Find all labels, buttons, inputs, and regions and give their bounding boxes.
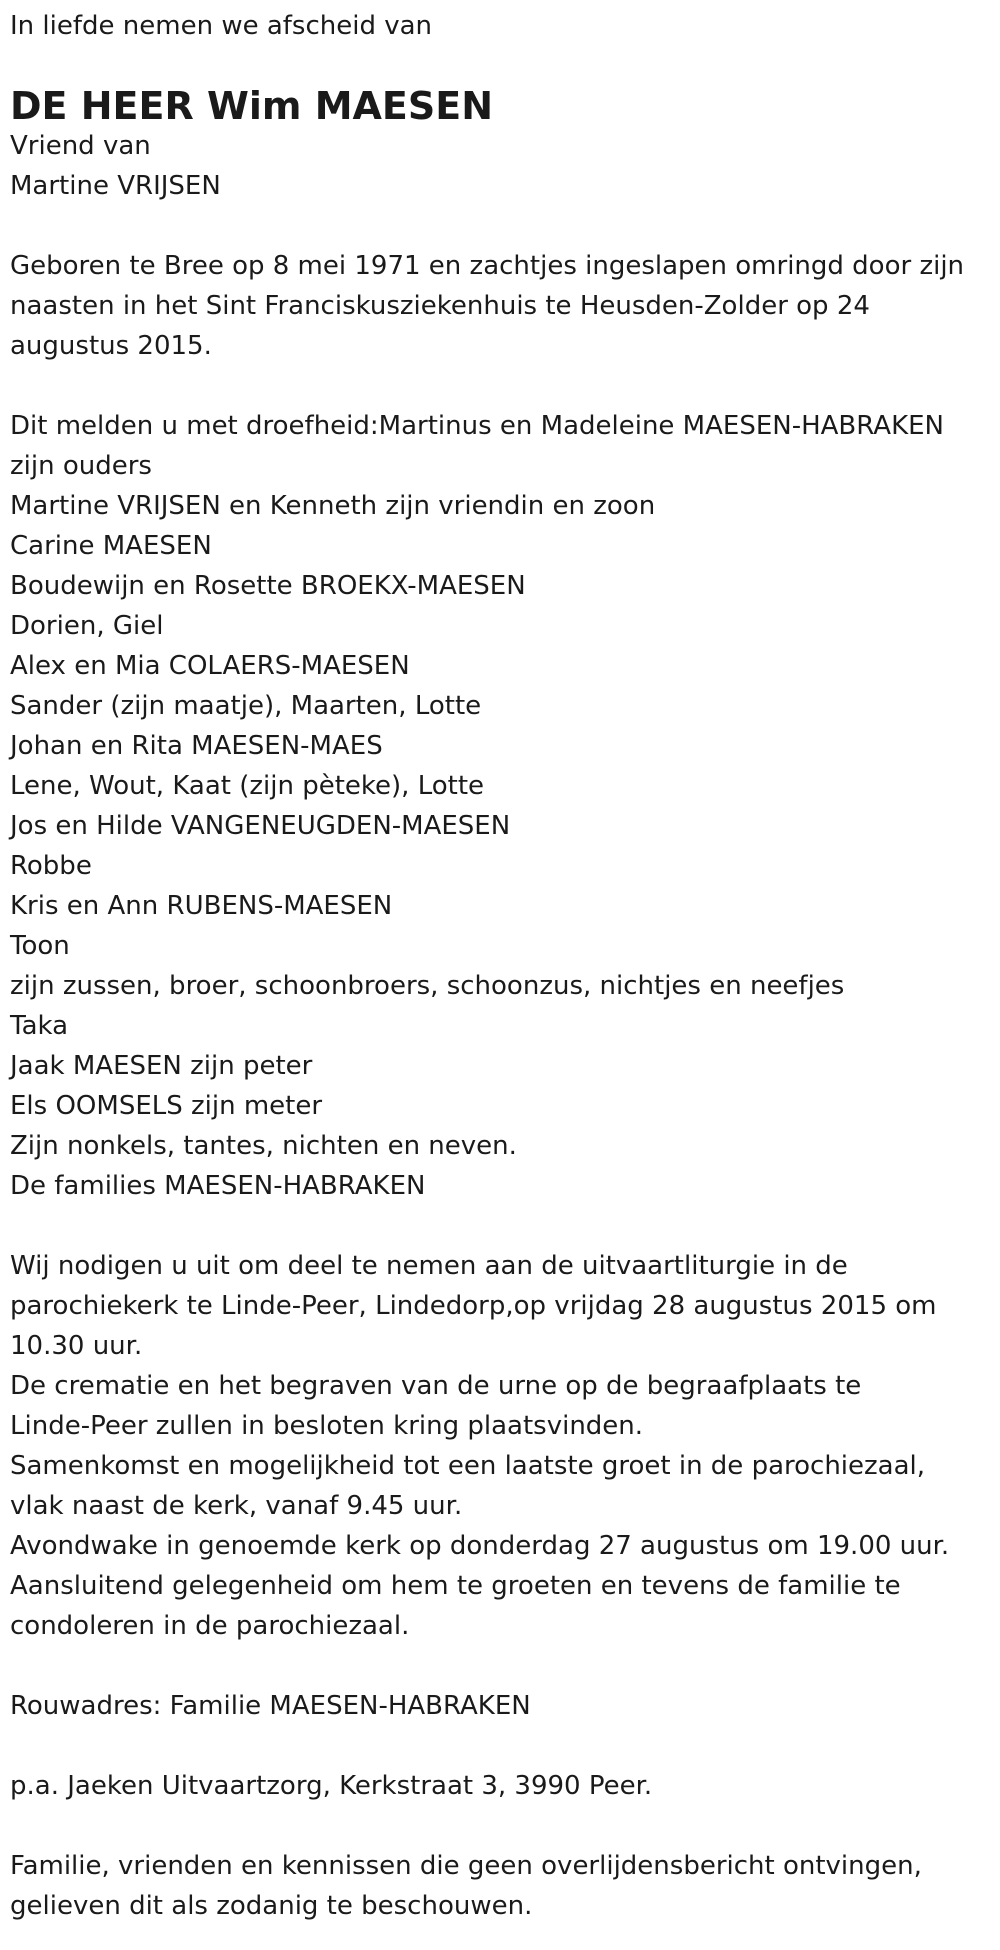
mourner-line: Lene, Wout, Kaat (zijn pèteke), Lotte: [10, 771, 485, 801]
mourner-line: Jos en Hilde VANGENEUGDEN-MAESEN: [10, 811, 511, 841]
ceremony-line: Aansluitend gelegenheid om hem te groeten en tevens de familie te: [10, 1571, 901, 1601]
birth-line: Geboren te Bree op 8 mei 1971 en zachtjes ingeslapen omringd door zijn: [10, 251, 965, 281]
mourner-line: Els OOMSELS zijn meter: [10, 1091, 323, 1121]
mourner-line: zijn ouders: [10, 451, 152, 481]
mourners-list: [10, 406, 1000, 1206]
mourner-line: Jaak MAESEN zijn peter: [10, 1051, 313, 1081]
relation-block: [10, 126, 1000, 206]
spacer: [10, 1726, 1000, 1766]
spacer: [10, 366, 1000, 406]
funeral-care-address: p.a. Jaeken Uitvaartzorg, Kerkstraat 3, 3990 Peer.: [10, 1771, 653, 1801]
deceased-name: DE HEER Wim MAESEN: [10, 84, 494, 128]
mourner-line: Dit melden u met droefheid:Martinus en Madeleine MAESEN-HABRAKEN: [10, 411, 944, 441]
mourner-line: zijn zussen, broer, schoonbroers, schoonzus, nichtjes en neefjes: [10, 971, 845, 1001]
mourner-line: Dorien, Giel: [10, 611, 164, 641]
closing-line: gelieven dit als zodanig te beschouwen.: [10, 1891, 533, 1921]
ceremony-line: 10.30 uur.: [10, 1331, 143, 1361]
spacer: [10, 1206, 1000, 1246]
ceremony-line: Linde-Peer zullen in besloten kring plaatsvinden.: [10, 1411, 644, 1441]
spacer: [10, 206, 1000, 246]
mourner-line: Alex en Mia COLAERS-MAESEN: [10, 651, 410, 681]
spacer: [10, 1806, 1000, 1846]
mourner-line: De families MAESEN-HABRAKEN: [10, 1171, 426, 1201]
relation-line: Martine VRIJSEN: [10, 171, 221, 201]
birth-line: naasten in het Sint Franciskusziekenhuis te Heusden-Zolder op 24: [10, 291, 870, 321]
ceremony-line: Samenkomst en mogelijkheid tot een laatste groet in de parochiezaal,: [10, 1451, 926, 1481]
mourner-line: Robbe: [10, 851, 92, 881]
mourning-address: Rouwadres: Familie MAESEN-HABRAKEN: [10, 1691, 531, 1721]
mourner-line: Martine VRIJSEN en Kenneth zijn vriendin en zoon: [10, 491, 656, 521]
mourner-line: Kris en Ann RUBENS-MAESEN: [10, 891, 393, 921]
ceremony-paragraph: [10, 1246, 1000, 1646]
ceremony-line: condoleren in de parochiezaal.: [10, 1611, 410, 1641]
ceremony-line: Wij nodigen u uit om deel te nemen aan de uitvaartliturgie in de: [10, 1251, 848, 1281]
spacer: [10, 1646, 1000, 1686]
relation-line: Vriend van: [10, 131, 151, 161]
birth-line: augustus 2015.: [10, 331, 212, 361]
mourner-line: Zijn nonkels, tantes, nichten en neven.: [10, 1131, 517, 1161]
closing-paragraph: [10, 1846, 1000, 1926]
mourner-line: Sander (zijn maatje), Maarten, Lotte: [10, 691, 482, 721]
ceremony-line: vlak naast de kerk, vanaf 9.45 uur.: [10, 1491, 463, 1521]
ceremony-line: De crematie en het begraven van de urne op de begraafplaats te: [10, 1371, 862, 1401]
mourner-line: Johan en Rita MAESEN-MAES: [10, 731, 383, 761]
ceremony-line: parochiekerk te Linde-Peer, Lindedorp,op vrijdag 28 augustus 2015 om: [10, 1291, 937, 1321]
mourner-line: Boudewijn en Rosette BROEKX-MAESEN: [10, 571, 526, 601]
ceremony-line: Avondwake in genoemde kerk op donderdag 27 augustus om 19.00 uur.: [10, 1531, 950, 1561]
birth-paragraph: [10, 246, 1000, 366]
mourner-line: Taka: [10, 1011, 69, 1041]
intro-text: In liefde nemen we afscheid van: [10, 11, 433, 41]
mourner-line: Toon: [10, 931, 70, 961]
closing-line: Familie, vrienden en kennissen die geen overlijdensbericht ontvingen,: [10, 1851, 922, 1881]
mourner-line: Carine MAESEN: [10, 531, 212, 561]
